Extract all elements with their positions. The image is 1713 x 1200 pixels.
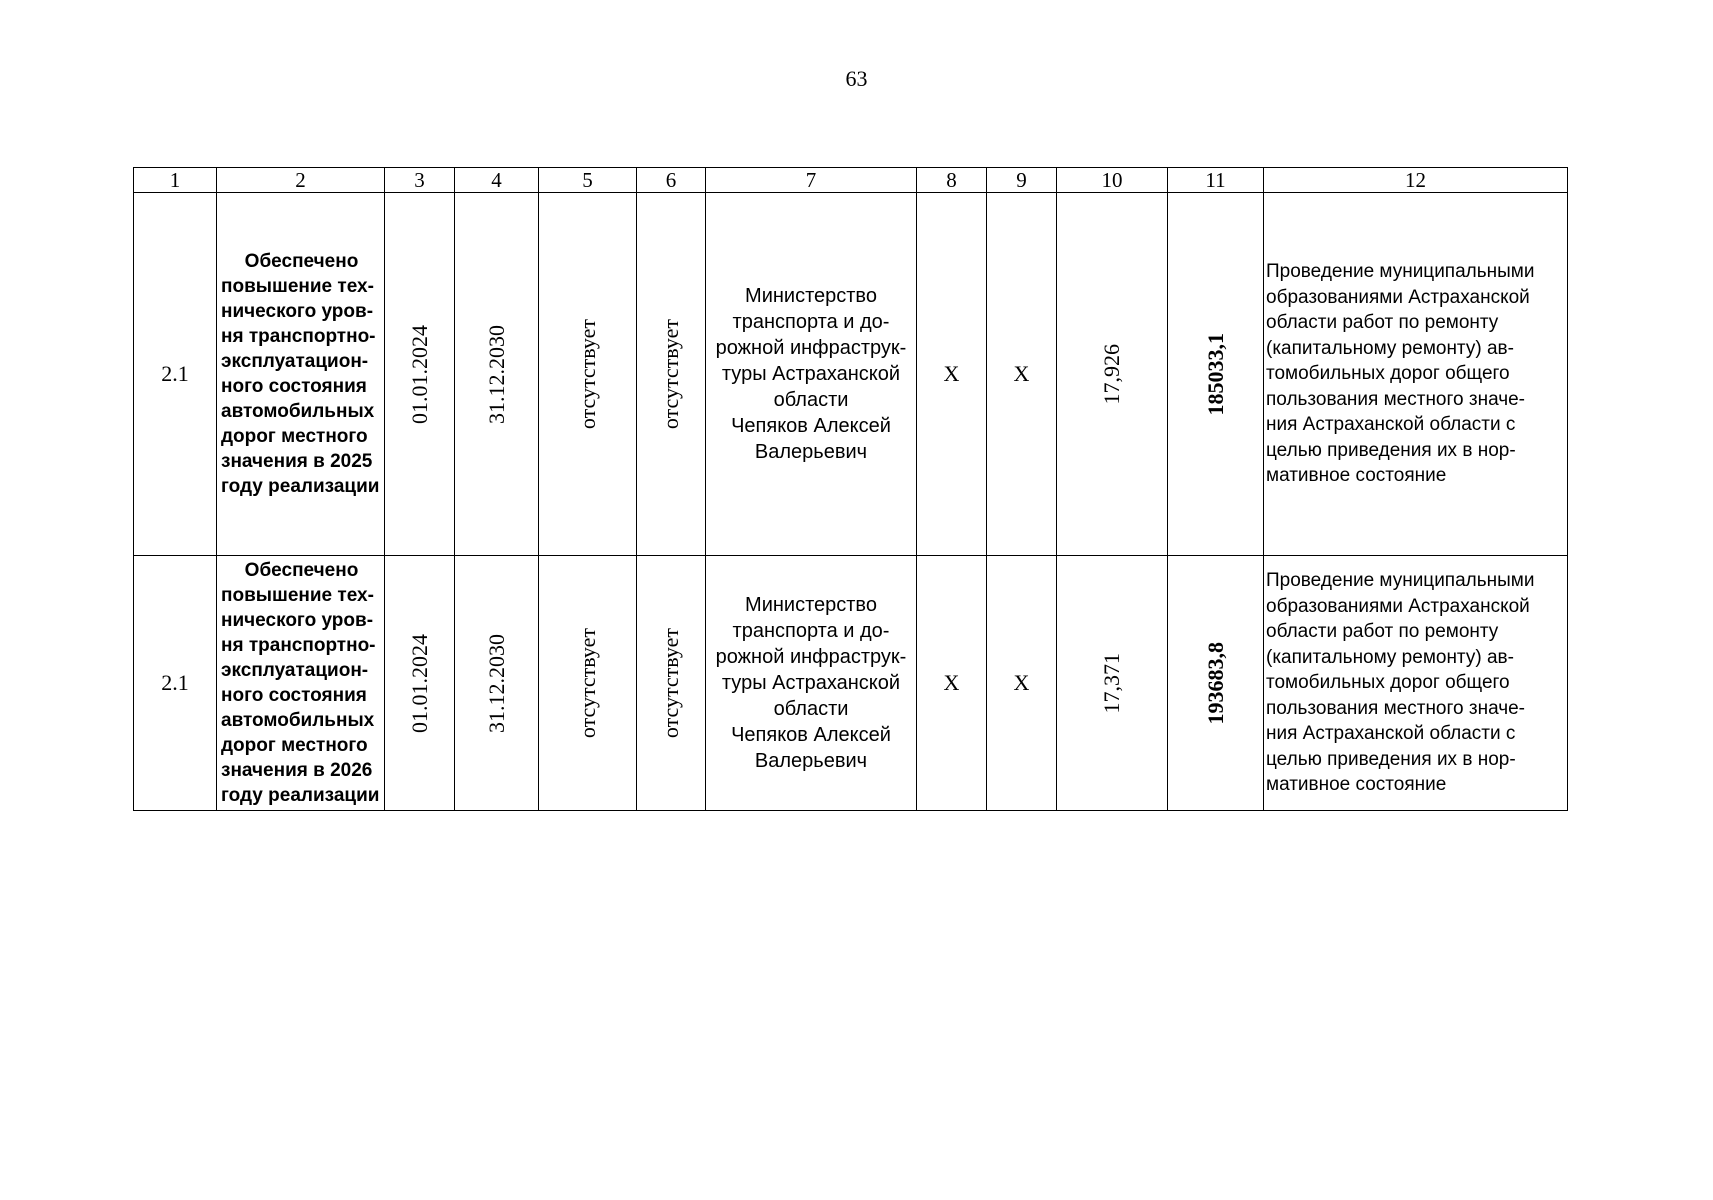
header-cell: 6 bbox=[637, 168, 706, 193]
resp-line: области bbox=[773, 698, 849, 720]
start-date-cell bbox=[385, 556, 455, 811]
col9-value: X bbox=[987, 556, 1057, 811]
header-cell: 2 bbox=[217, 168, 385, 193]
goal-cell bbox=[1264, 193, 1568, 556]
desc-line: ного состояния bbox=[221, 376, 367, 397]
goal-line: (капитальному ремонту) ав- bbox=[1266, 337, 1514, 359]
goal-line: ния Астраханской области с bbox=[1266, 414, 1516, 436]
goal-line: ния Астраханской области с bbox=[1266, 723, 1516, 745]
col8-value: X bbox=[917, 556, 987, 811]
page-number: 63 bbox=[845, 66, 868, 91]
resp-line: туры Астраханской bbox=[721, 363, 901, 385]
start-date-cell bbox=[385, 193, 455, 556]
end-date: 31.12.2030 bbox=[483, 633, 509, 733]
end-date-cell bbox=[455, 556, 539, 811]
resp-line: Министерство bbox=[745, 285, 877, 307]
col10-value: 17,926 bbox=[1099, 343, 1124, 405]
header-cell: 10 bbox=[1057, 168, 1168, 193]
goal-line: томобильных дорог общего bbox=[1266, 363, 1510, 385]
col9-value: X bbox=[987, 193, 1057, 556]
goal-line: целью приведения их в нор- bbox=[1266, 439, 1516, 461]
goal-line: мативное состояние bbox=[1266, 465, 1447, 487]
desc-line: Обеспечено bbox=[244, 251, 359, 272]
header-cell: 5 bbox=[539, 168, 637, 193]
table-row bbox=[134, 556, 1568, 811]
desc-line: году реализации bbox=[221, 476, 380, 497]
desc-line: ня транспортно- bbox=[221, 326, 376, 347]
desc-line: дорог местного bbox=[221, 426, 368, 447]
goal-line: пользования местного значе- bbox=[1266, 388, 1526, 410]
col10-cell bbox=[1057, 193, 1168, 556]
goal-line: мативное состояние bbox=[1266, 774, 1447, 796]
resp-line: Валерьевич bbox=[754, 441, 868, 463]
col6-value: отсутствует bbox=[658, 627, 683, 739]
end-date: 31.12.2030 bbox=[483, 324, 509, 424]
row-number: 2.1 bbox=[134, 193, 217, 556]
desc-line: значения в 2025 bbox=[221, 451, 373, 472]
col6-value: отсутствует bbox=[658, 318, 683, 430]
goal-line: образованиями Астраханской bbox=[1266, 595, 1530, 617]
col8-value: X bbox=[917, 193, 987, 556]
col11-value: 193683,8 bbox=[1202, 641, 1228, 725]
header-cell: 3 bbox=[385, 168, 455, 193]
desc-line: автомобильных bbox=[221, 401, 375, 422]
col6-cell bbox=[637, 193, 706, 556]
start-date: 01.01.2024 bbox=[406, 633, 432, 733]
goal-line: образованиями Астраханской bbox=[1266, 286, 1530, 308]
desc-line: нического уров- bbox=[221, 610, 374, 631]
responsible-cell bbox=[706, 193, 917, 556]
col5-cell bbox=[539, 193, 637, 556]
resp-line: Чепяков Алексей bbox=[731, 724, 891, 746]
result-description bbox=[217, 193, 385, 556]
goal-line: области работ по ремонту bbox=[1266, 621, 1499, 643]
resp-line: рожной инфраструк- bbox=[715, 337, 907, 359]
desc-line: эксплуатацион- bbox=[221, 351, 369, 372]
desc-line: нического уров- bbox=[221, 301, 374, 322]
col11-value: 185033,1 bbox=[1202, 332, 1228, 416]
col5-value: отсутствует bbox=[574, 627, 600, 739]
header-cell: 4 bbox=[455, 168, 539, 193]
desc-line: ного состояния bbox=[221, 685, 367, 706]
header-cell: 12 bbox=[1264, 168, 1568, 193]
header-cell: 7 bbox=[706, 168, 917, 193]
resp-line: туры Астраханской bbox=[721, 672, 901, 694]
col5-value: отсутствует bbox=[574, 318, 600, 430]
goal-line: пользования местного значе- bbox=[1266, 697, 1526, 719]
header-cell: 1 bbox=[134, 168, 217, 193]
desc-line: автомобильных bbox=[221, 710, 375, 731]
goal-line: (капитальному ремонту) ав- bbox=[1266, 646, 1514, 668]
resp-line: Чепяков Алексей bbox=[731, 415, 891, 437]
desc-line: ня транспортно- bbox=[221, 635, 376, 656]
goal-line: Проведение муниципальными bbox=[1266, 570, 1535, 592]
result-description bbox=[217, 556, 385, 811]
goal-cell bbox=[1264, 556, 1568, 811]
col6-cell bbox=[637, 556, 706, 811]
col5-cell bbox=[539, 556, 637, 811]
goal-line: целью приведения их в нор- bbox=[1266, 748, 1516, 770]
resp-line: Валерьевич bbox=[754, 750, 868, 772]
desc-line: повышение тех- bbox=[221, 585, 374, 606]
table-row bbox=[134, 193, 1568, 556]
goal-line: области работ по ремонту bbox=[1266, 312, 1499, 334]
header-cell: 8 bbox=[917, 168, 987, 193]
start-date: 01.01.2024 bbox=[406, 324, 432, 424]
desc-line: эксплуатацион- bbox=[221, 660, 369, 681]
resp-line: рожной инфраструк- bbox=[715, 646, 907, 668]
resp-line: транспорта и до- bbox=[732, 620, 890, 642]
goal-line: томобильных дорог общего bbox=[1266, 672, 1510, 694]
col10-cell bbox=[1057, 556, 1168, 811]
col11-cell bbox=[1168, 556, 1264, 811]
col11-cell bbox=[1168, 193, 1264, 556]
row-number: 2.1 bbox=[134, 556, 217, 811]
desc-line: году реализации bbox=[221, 785, 380, 806]
resp-line: транспорта и до- bbox=[732, 311, 890, 333]
responsible-cell bbox=[706, 556, 917, 811]
desc-line: Обеспечено bbox=[244, 560, 359, 581]
measures-table bbox=[133, 167, 1568, 811]
desc-line: дорог местного bbox=[221, 735, 368, 756]
end-date-cell bbox=[455, 193, 539, 556]
resp-line: Министерство bbox=[745, 594, 877, 616]
desc-line: повышение тех- bbox=[221, 276, 374, 297]
desc-line: значения в 2026 bbox=[221, 760, 373, 781]
header-row bbox=[134, 168, 1568, 193]
header-cell: 9 bbox=[987, 168, 1057, 193]
header-cell: 11 bbox=[1168, 168, 1264, 193]
col10-value: 17,371 bbox=[1099, 652, 1124, 714]
goal-line: Проведение муниципальными bbox=[1266, 261, 1535, 283]
resp-line: области bbox=[773, 389, 849, 411]
